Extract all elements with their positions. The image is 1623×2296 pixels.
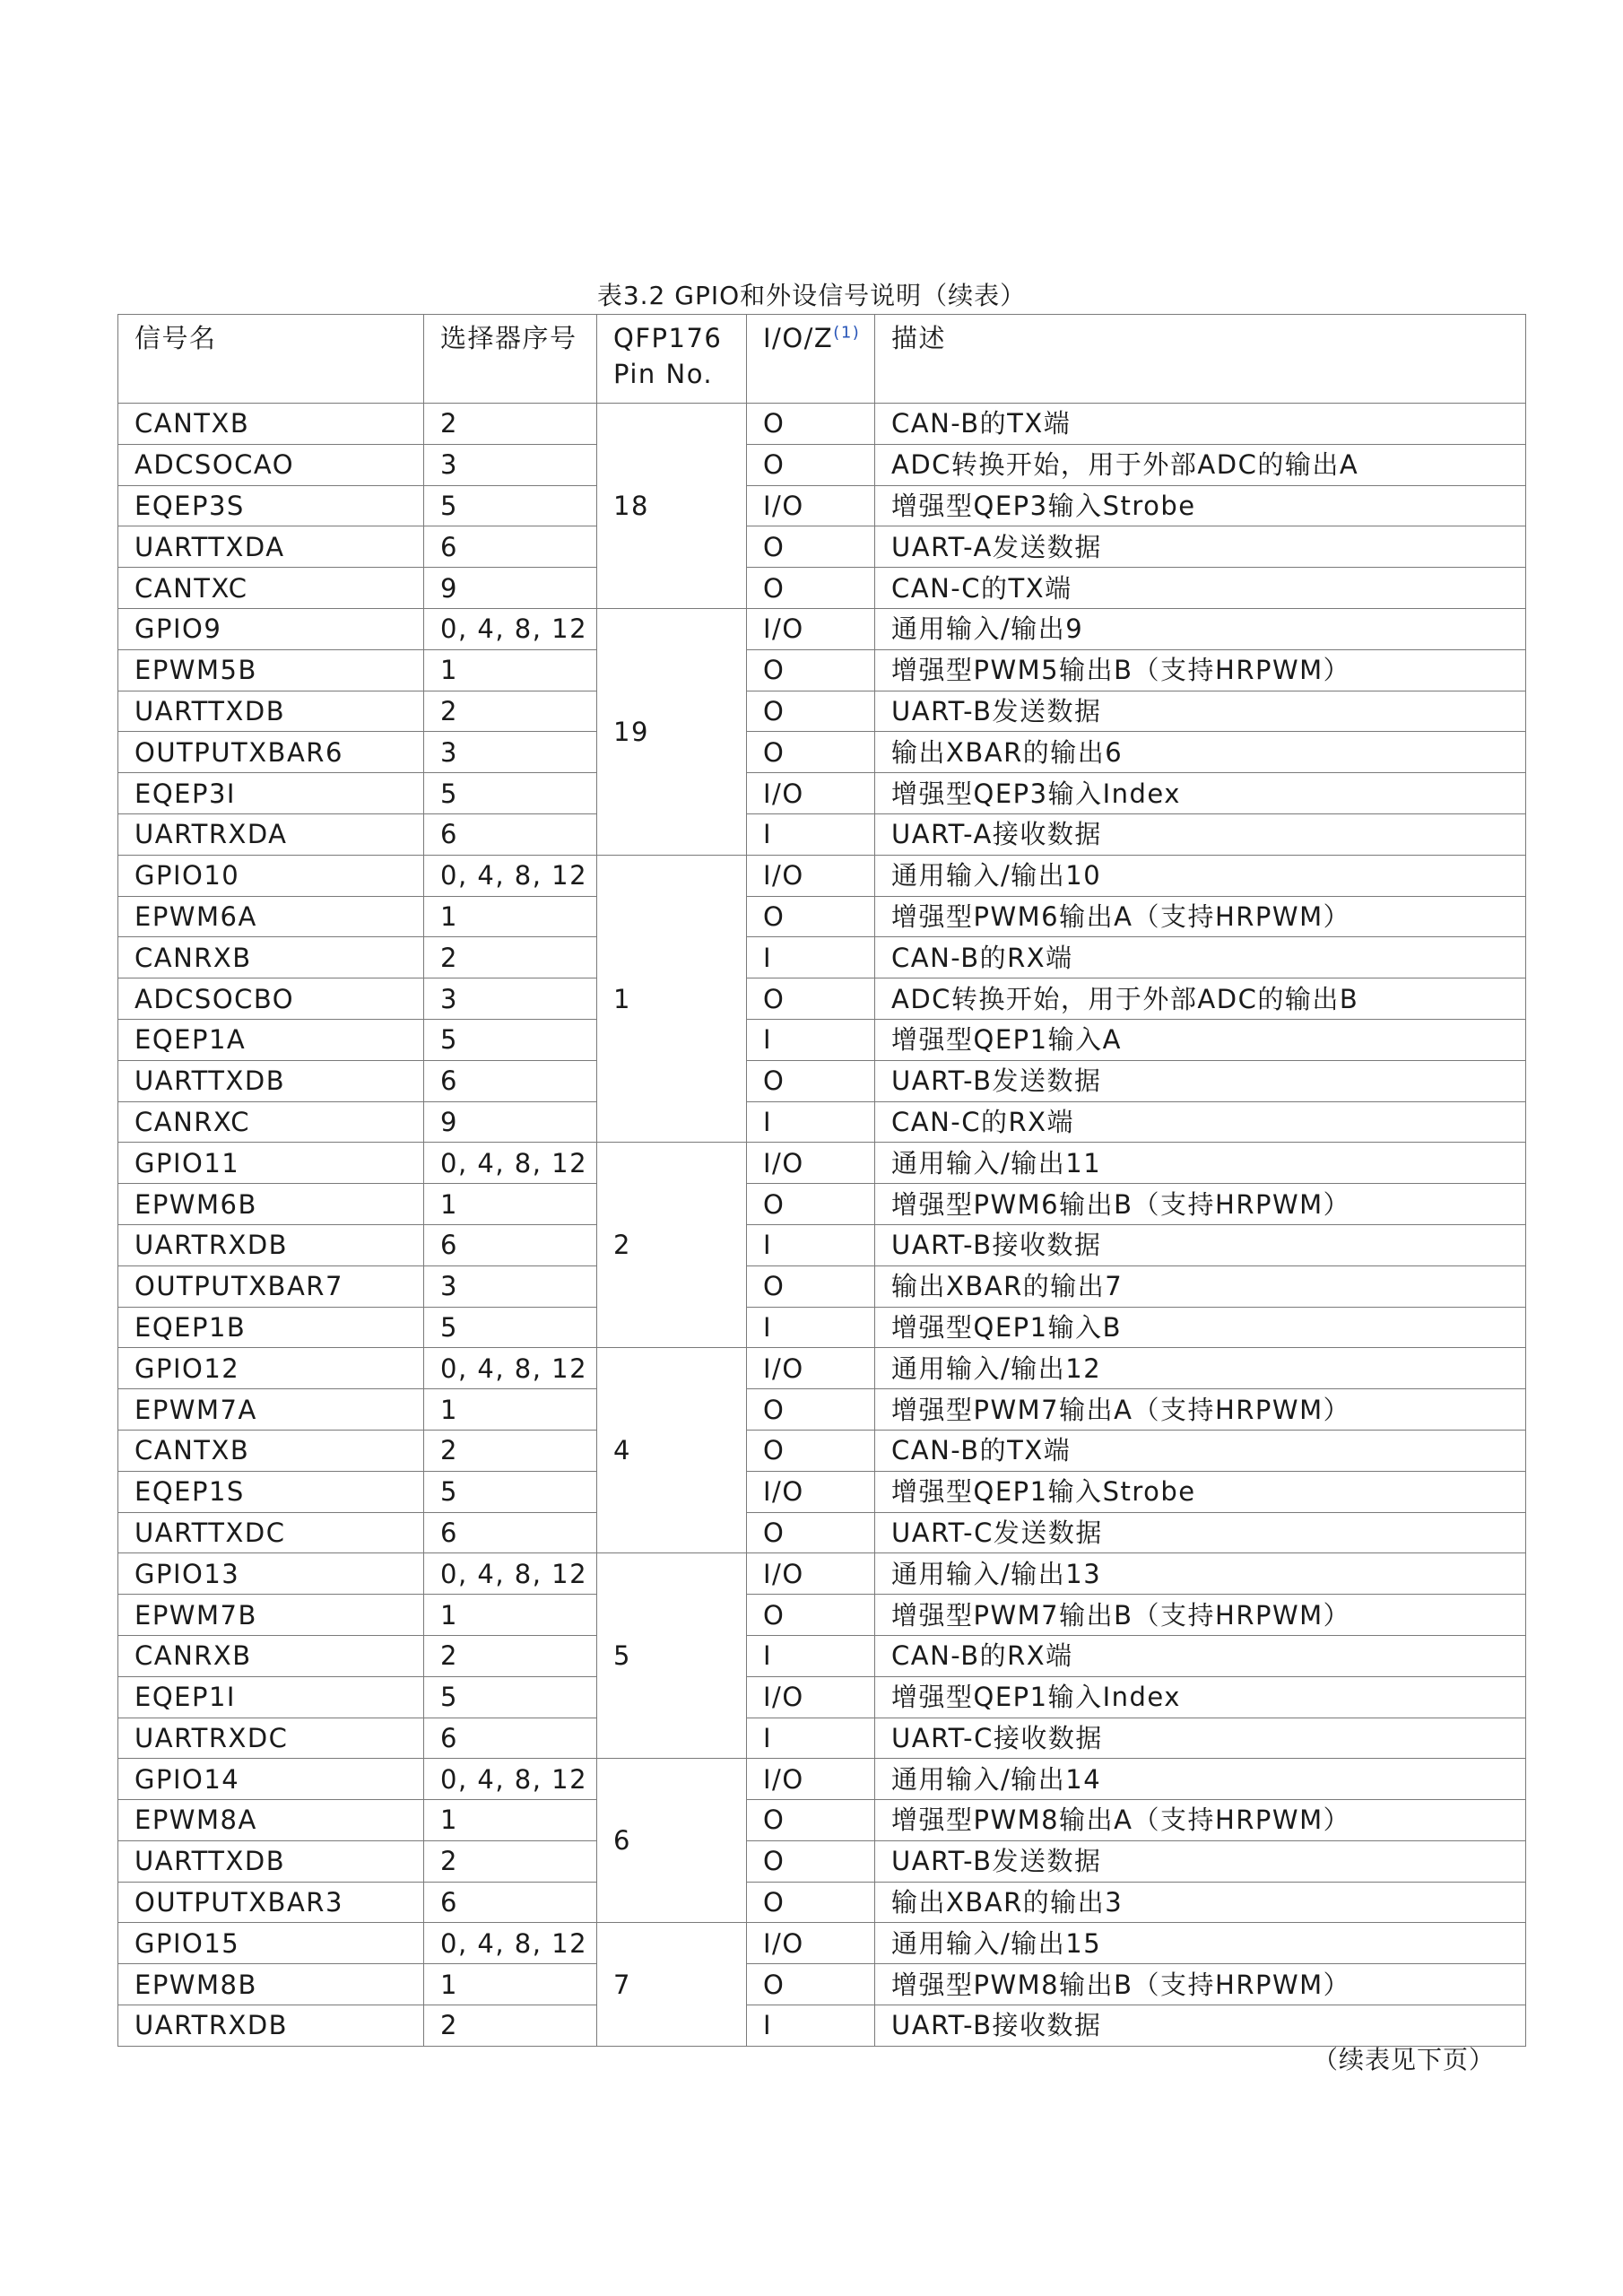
mux-selector-cell: 5 [424, 773, 597, 814]
description-cell: 通用输入/输出15 [875, 1923, 1526, 1964]
description-cell: 通用输入/输出14 [875, 1759, 1526, 1800]
signal-name-cell: GPIO13 [118, 1553, 424, 1595]
header-pin-line2: Pin No. [613, 359, 714, 389]
gpio-signal-table [117, 314, 1526, 2047]
description-cell: 增强型QEP3输入Index [875, 773, 1526, 814]
io-type-cell: O [747, 444, 875, 485]
signal-name-cell: EPWM8B [118, 1964, 424, 2005]
description-cell: 增强型QEP3输入Strobe [875, 485, 1526, 526]
footnote-reference: (1) [833, 323, 861, 343]
table-row [118, 1265, 1526, 1307]
table-row [118, 1800, 1526, 1841]
signal-name-cell: UARTRXDA [118, 813, 424, 855]
signal-name-cell: EQEP1A [118, 1019, 424, 1060]
io-type-cell: O [747, 1882, 875, 1923]
io-type-cell: O [747, 568, 875, 609]
table-row [118, 1923, 1526, 1964]
signal-name-cell: OUTPUTXBAR3 [118, 1882, 424, 1923]
mux-selector-cell: 5 [424, 485, 597, 526]
io-type-cell: O [747, 1060, 875, 1101]
header-description: 描述 [875, 315, 1526, 404]
table-row [118, 1964, 1526, 2005]
table-row [118, 1635, 1526, 1676]
mux-selector-cell: 1 [424, 1184, 597, 1225]
table-body [118, 404, 1526, 2047]
signal-name-cell: CANTXB [118, 1430, 424, 1471]
description-cell: 增强型QEP1输入Strobe [875, 1471, 1526, 1512]
mux-selector-cell: 9 [424, 568, 597, 609]
description-cell: 增强型PWM8输出A（支持HRPWM） [875, 1800, 1526, 1841]
table-row [118, 649, 1526, 691]
signal-name-cell: UARTRXDB [118, 1224, 424, 1265]
table-row [118, 1471, 1526, 1512]
description-cell: 增强型PWM6输出B（支持HRPWM） [875, 1184, 1526, 1225]
description-cell: UART-A接收数据 [875, 813, 1526, 855]
description-cell: 通用输入/输出13 [875, 1553, 1526, 1595]
mux-selector-cell: 2 [424, 1635, 597, 1676]
io-type-cell: I [747, 1718, 875, 1759]
io-type-cell: I [747, 937, 875, 978]
io-type-cell: O [747, 1389, 875, 1431]
io-type-cell: O [747, 649, 875, 691]
signal-name-cell: GPIO15 [118, 1923, 424, 1964]
table-row [118, 1389, 1526, 1431]
signal-name-cell: GPIO9 [118, 608, 424, 649]
mux-selector-cell: 6 [424, 1882, 597, 1923]
table-row [118, 1430, 1526, 1471]
mux-selector-cell: 3 [424, 1265, 597, 1307]
signal-name-cell: EPWM5B [118, 649, 424, 691]
table-header-row [118, 315, 1526, 404]
io-type-cell: I [747, 2005, 875, 2047]
mux-selector-cell: 0, 4, 8, 12 [424, 1923, 597, 1964]
header-signal-name: 信号名 [118, 315, 424, 404]
signal-name-cell: OUTPUTXBAR6 [118, 732, 424, 773]
io-type-cell: I [747, 1019, 875, 1060]
io-type-cell: I [747, 1635, 875, 1676]
description-cell: 增强型PWM7输出B（支持HRPWM） [875, 1595, 1526, 1636]
signal-name-cell: CANRXB [118, 937, 424, 978]
io-type-cell: I [747, 1224, 875, 1265]
io-type-cell: O [747, 1184, 875, 1225]
mux-selector-cell: 3 [424, 732, 597, 773]
io-type-cell: I/O [747, 1923, 875, 1964]
table-row [118, 608, 1526, 649]
table-row [118, 444, 1526, 485]
signal-name-cell: EPWM6B [118, 1184, 424, 1225]
pin-number-cell: 7 [597, 1923, 747, 2046]
description-cell: 增强型PWM7输出A（支持HRPWM） [875, 1389, 1526, 1431]
header-pin-line1: QFP176 [613, 323, 723, 353]
table-row [118, 896, 1526, 937]
description-cell: 通用输入/输出12 [875, 1348, 1526, 1389]
io-type-cell: O [747, 896, 875, 937]
io-type-cell: I/O [747, 608, 875, 649]
io-type-cell: I [747, 813, 875, 855]
io-type-cell: O [747, 1512, 875, 1553]
mux-selector-cell: 9 [424, 1101, 597, 1143]
description-cell: 增强型QEP1输入B [875, 1307, 1526, 1348]
signal-name-cell: UARTTXDA [118, 526, 424, 568]
table-row [118, 978, 1526, 1020]
io-type-cell: O [747, 1430, 875, 1471]
header-pin-number [597, 315, 747, 404]
signal-name-cell: EQEP3S [118, 485, 424, 526]
mux-selector-cell: 5 [424, 1307, 597, 1348]
description-cell: UART-B发送数据 [875, 1840, 1526, 1882]
io-type-cell: O [747, 1964, 875, 2005]
header-mux-selector: 选择器序号 [424, 315, 597, 404]
signal-name-cell: EPWM8A [118, 1800, 424, 1841]
mux-selector-cell: 1 [424, 1964, 597, 2005]
io-type-cell: I [747, 1307, 875, 1348]
mux-selector-cell: 6 [424, 813, 597, 855]
description-cell: UART-B接收数据 [875, 2005, 1526, 2047]
mux-selector-cell: 1 [424, 1595, 597, 1636]
description-cell: CAN-B的RX端 [875, 937, 1526, 978]
table-row [118, 1348, 1526, 1389]
io-type-cell: I/O [747, 1348, 875, 1389]
signal-name-cell: EQEP1S [118, 1471, 424, 1512]
io-type-cell: I/O [747, 1676, 875, 1718]
signal-name-cell: EPWM6A [118, 896, 424, 937]
description-cell: CAN-C的TX端 [875, 568, 1526, 609]
description-cell: 输出XBAR的输出6 [875, 732, 1526, 773]
io-type-cell: O [747, 1595, 875, 1636]
signal-name-cell: CANTXB [118, 404, 424, 445]
description-cell: 输出XBAR的输出3 [875, 1882, 1526, 1923]
mux-selector-cell: 2 [424, 1840, 597, 1882]
signal-name-cell: UARTTXDC [118, 1512, 424, 1553]
description-cell: CAN-B的RX端 [875, 1635, 1526, 1676]
signal-name-cell: GPIO11 [118, 1143, 424, 1184]
table-row [118, 773, 1526, 814]
description-cell: 通用输入/输出11 [875, 1143, 1526, 1184]
mux-selector-cell: 5 [424, 1471, 597, 1512]
table-row [118, 1101, 1526, 1143]
table-row [118, 1676, 1526, 1718]
pin-number-cell: 6 [597, 1759, 747, 1923]
table-row [118, 813, 1526, 855]
table-row [118, 1184, 1526, 1225]
description-cell: 增强型QEP1输入A [875, 1019, 1526, 1060]
continued-note: （续表见下页） [1312, 2045, 1495, 2074]
signal-name-cell: EPWM7B [118, 1595, 424, 1636]
table-row [118, 1224, 1526, 1265]
description-cell: CAN-B的TX端 [875, 404, 1526, 445]
header-io-label: I/O/Z [763, 323, 834, 353]
mux-selector-cell: 6 [424, 1718, 597, 1759]
pin-number-cell: 5 [597, 1553, 747, 1759]
table-caption: 表3.2 GPIO和外设信号说明（续表） [596, 281, 1027, 310]
mux-selector-cell: 2 [424, 404, 597, 445]
table-row [118, 1759, 1526, 1800]
io-type-cell: I [747, 1101, 875, 1143]
description-cell: 通用输入/输出9 [875, 608, 1526, 649]
signal-name-cell: UARTRXDC [118, 1718, 424, 1759]
io-type-cell: I/O [747, 855, 875, 896]
io-type-cell: O [747, 404, 875, 445]
table-row [118, 568, 1526, 609]
description-cell: ADC转换开始，用于外部ADC的输出B [875, 978, 1526, 1020]
mux-selector-cell: 0, 4, 8, 12 [424, 608, 597, 649]
description-cell: UART-B发送数据 [875, 1060, 1526, 1101]
table-row [118, 1840, 1526, 1882]
io-type-cell: I/O [747, 773, 875, 814]
io-type-cell: I/O [747, 1759, 875, 1800]
signal-name-cell: EQEP1I [118, 1676, 424, 1718]
io-type-cell: O [747, 691, 875, 732]
table-row [118, 1595, 1526, 1636]
table-row [118, 937, 1526, 978]
signal-name-cell: EQEP1B [118, 1307, 424, 1348]
signal-name-cell: CANRXB [118, 1635, 424, 1676]
table-row [118, 526, 1526, 568]
table-row [118, 485, 1526, 526]
signal-name-cell: EPWM7A [118, 1389, 424, 1431]
signal-name-cell: CANTXC [118, 568, 424, 609]
io-type-cell: I/O [747, 485, 875, 526]
table-row [118, 404, 1526, 445]
description-cell: UART-B接收数据 [875, 1224, 1526, 1265]
mux-selector-cell: 0, 4, 8, 12 [424, 1348, 597, 1389]
mux-selector-cell: 2 [424, 1430, 597, 1471]
signal-name-cell: UARTTXDB [118, 1060, 424, 1101]
signal-name-cell: CANRXC [118, 1101, 424, 1143]
io-type-cell: O [747, 732, 875, 773]
mux-selector-cell: 0, 4, 8, 12 [424, 1759, 597, 1800]
table-row [118, 732, 1526, 773]
signal-name-cell: UARTTXDB [118, 691, 424, 732]
io-type-cell: I/O [747, 1143, 875, 1184]
mux-selector-cell: 6 [424, 526, 597, 568]
table-row [118, 855, 1526, 896]
description-cell: UART-C接收数据 [875, 1718, 1526, 1759]
mux-selector-cell: 2 [424, 2005, 597, 2047]
table-row [118, 1882, 1526, 1923]
description-cell: 通用输入/输出10 [875, 855, 1526, 896]
description-cell: UART-A发送数据 [875, 526, 1526, 568]
description-cell: CAN-C的RX端 [875, 1101, 1526, 1143]
table-row [118, 1553, 1526, 1595]
mux-selector-cell: 1 [424, 1389, 597, 1431]
mux-selector-cell: 1 [424, 1800, 597, 1841]
mux-selector-cell: 6 [424, 1224, 597, 1265]
table-row [118, 1307, 1526, 1348]
mux-selector-cell: 2 [424, 691, 597, 732]
description-cell: CAN-B的TX端 [875, 1430, 1526, 1471]
mux-selector-cell: 5 [424, 1019, 597, 1060]
table-row [118, 1143, 1526, 1184]
pin-number-cell: 18 [597, 404, 747, 609]
mux-selector-cell: 5 [424, 1676, 597, 1718]
description-cell: 增强型QEP1输入Index [875, 1676, 1526, 1718]
mux-selector-cell: 6 [424, 1512, 597, 1553]
signal-name-cell: OUTPUTXBAR7 [118, 1265, 424, 1307]
signal-name-cell: GPIO14 [118, 1759, 424, 1800]
io-type-cell: O [747, 1265, 875, 1307]
description-cell: ADC转换开始，用于外部ADC的输出A [875, 444, 1526, 485]
mux-selector-cell: 3 [424, 978, 597, 1020]
io-type-cell: O [747, 526, 875, 568]
table-row [118, 1718, 1526, 1759]
header-io-type [747, 315, 875, 404]
description-cell: 增强型PWM5输出B（支持HRPWM） [875, 649, 1526, 691]
io-type-cell: O [747, 978, 875, 1020]
io-type-cell: O [747, 1840, 875, 1882]
signal-name-cell: UARTRXDB [118, 2005, 424, 2047]
signal-name-cell: GPIO10 [118, 855, 424, 896]
io-type-cell: I/O [747, 1471, 875, 1512]
mux-selector-cell: 0, 4, 8, 12 [424, 855, 597, 896]
description-cell: 输出XBAR的输出7 [875, 1265, 1526, 1307]
pin-number-cell: 1 [597, 855, 747, 1143]
signal-name-cell: ADCSOCBO [118, 978, 424, 1020]
description-cell: UART-B发送数据 [875, 691, 1526, 732]
table-row [118, 1512, 1526, 1553]
signal-name-cell: ADCSOCAO [118, 444, 424, 485]
table-row [118, 691, 1526, 732]
io-type-cell: I/O [747, 1553, 875, 1595]
mux-selector-cell: 0, 4, 8, 12 [424, 1143, 597, 1184]
mux-selector-cell: 1 [424, 896, 597, 937]
mux-selector-cell: 2 [424, 937, 597, 978]
description-cell: 增强型PWM6输出A（支持HRPWM） [875, 896, 1526, 937]
signal-name-cell: EQEP3I [118, 773, 424, 814]
description-cell: 增强型PWM8输出B（支持HRPWM） [875, 1964, 1526, 2005]
mux-selector-cell: 3 [424, 444, 597, 485]
pin-number-cell: 19 [597, 608, 747, 855]
mux-selector-cell: 1 [424, 649, 597, 691]
table-row [118, 1060, 1526, 1101]
description-cell: UART-C发送数据 [875, 1512, 1526, 1553]
pin-number-cell: 4 [597, 1348, 747, 1553]
mux-selector-cell: 0, 4, 8, 12 [424, 1553, 597, 1595]
mux-selector-cell: 6 [424, 1060, 597, 1101]
signal-name-cell: GPIO12 [118, 1348, 424, 1389]
pin-number-cell: 2 [597, 1143, 747, 1348]
io-type-cell: O [747, 1800, 875, 1841]
signal-name-cell: UARTTXDB [118, 1840, 424, 1882]
table-row [118, 1019, 1526, 1060]
